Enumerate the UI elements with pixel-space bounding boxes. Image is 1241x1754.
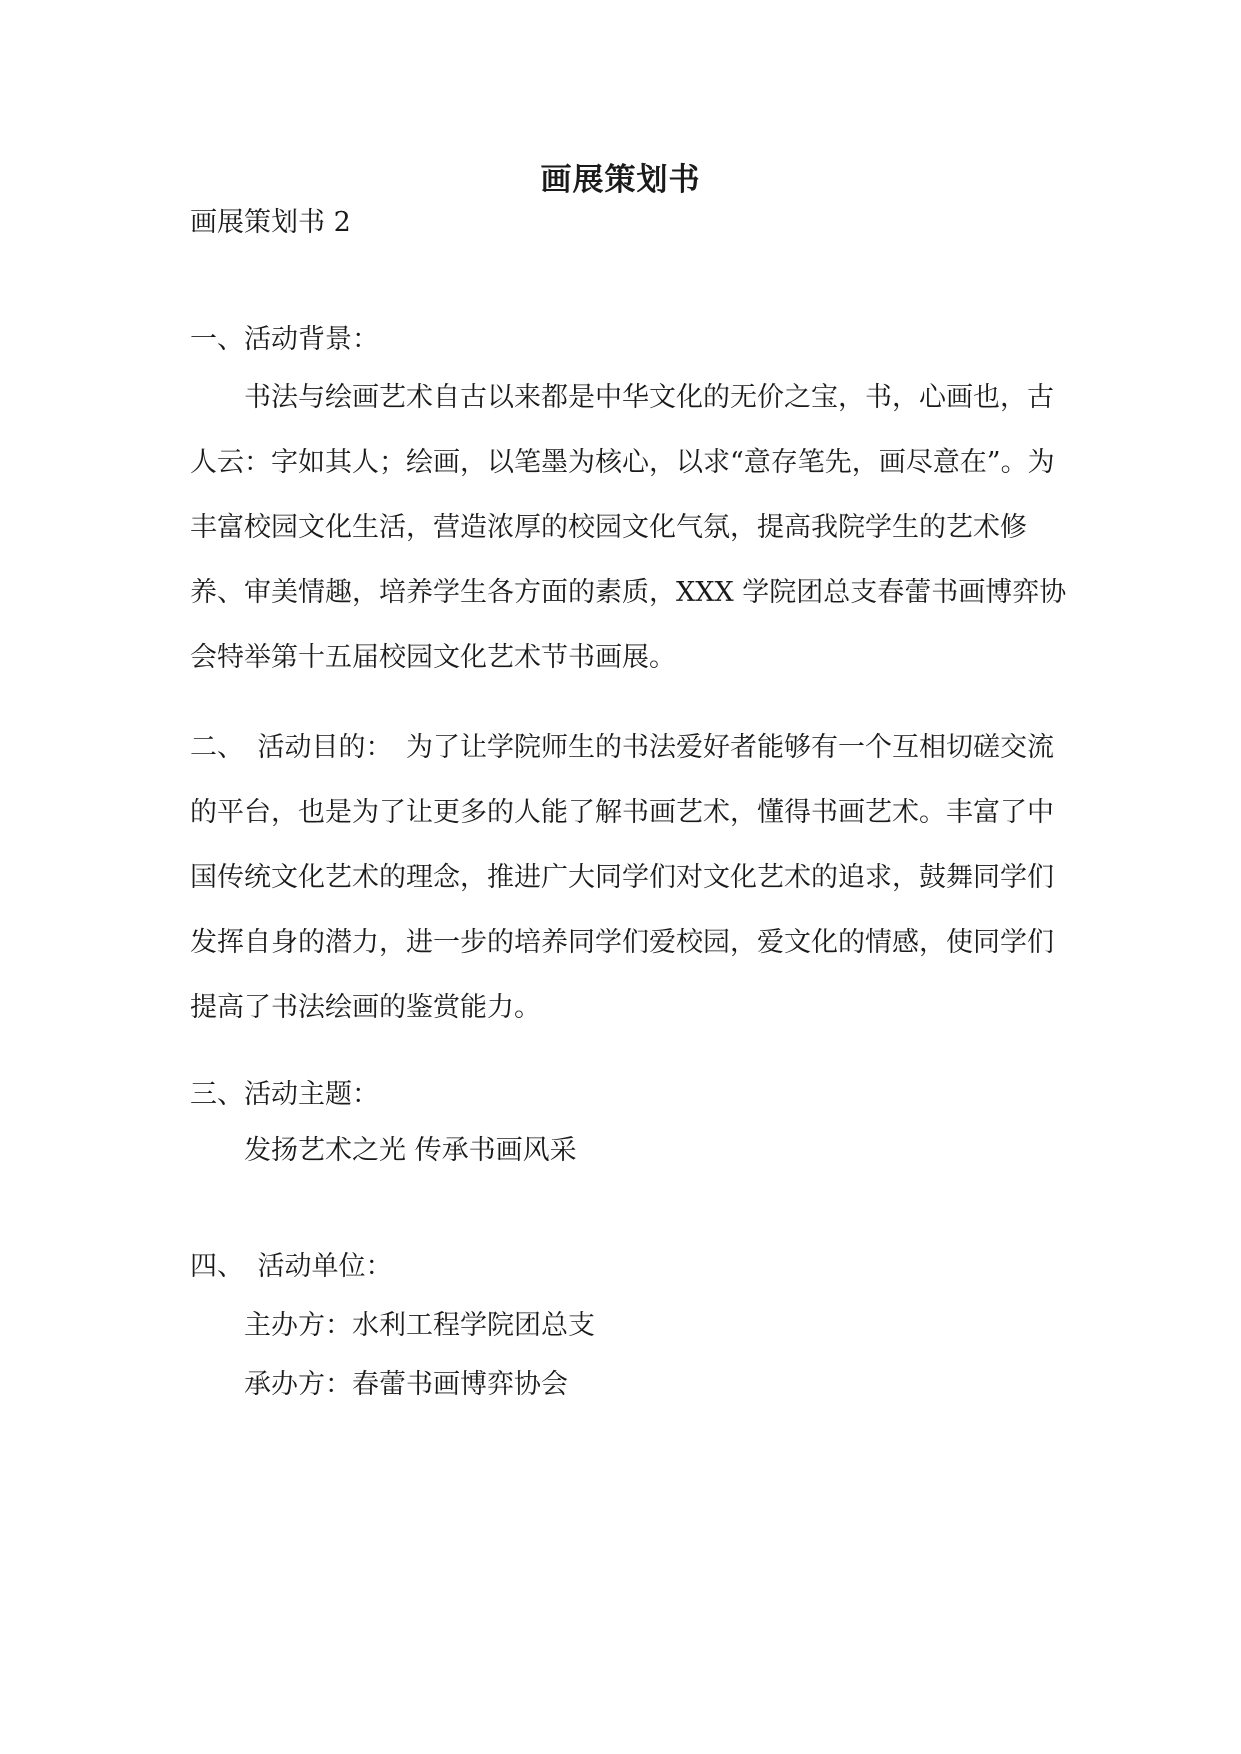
section-units-organizer: 主办方：水利工程学院团总支 [244, 1310, 595, 1341]
document-title: 画展策划书 [540, 162, 701, 198]
section-purpose-paragraph: 二、 活动目的： 为了让学院师生的书法爱好者能够有一个互相切磋交流的平台，也是为了让更多的人能了解书画艺术，懂得书画艺术。丰富了中国传统文化艺术的理念，推进广大同学们对文化艺术的追求，鼓舞同学们发挥自身的潜力，进一步的培养同学们爱校园，爱文化的情感，使同学们提高了书法绘画的鉴赏能力。 [190, 732, 1054, 1023]
document-subtitle: 画展策划书 2 [190, 207, 351, 238]
section-units-co-organizer: 承办方：春蕾书画博弈协会 [244, 1369, 568, 1400]
section-background-heading: 一、活动背景： [190, 324, 379, 355]
section-units-heading: 四、 活动单位： [190, 1251, 393, 1282]
section-theme-heading: 三、活动主题： [190, 1079, 379, 1110]
section-background-body: 书法与绘画艺术自古以来都是中华文化的无价之宝，书，心画也，古人云：字如其人；绘画，以笔墨为核心，以求“意存笔先，画尽意在”。为丰富校园文化生活，营造浓厚的校园文化气氛，提高我院学生的艺术修养、审美情趣，培养学生各方面的素质，XXX 学院团总支春蕾书画博弈协会特举第十五届校园文化艺术节书画展。 [190, 382, 1067, 673]
section-theme-body: 发扬艺术之光 传承书画风采 [244, 1135, 577, 1166]
